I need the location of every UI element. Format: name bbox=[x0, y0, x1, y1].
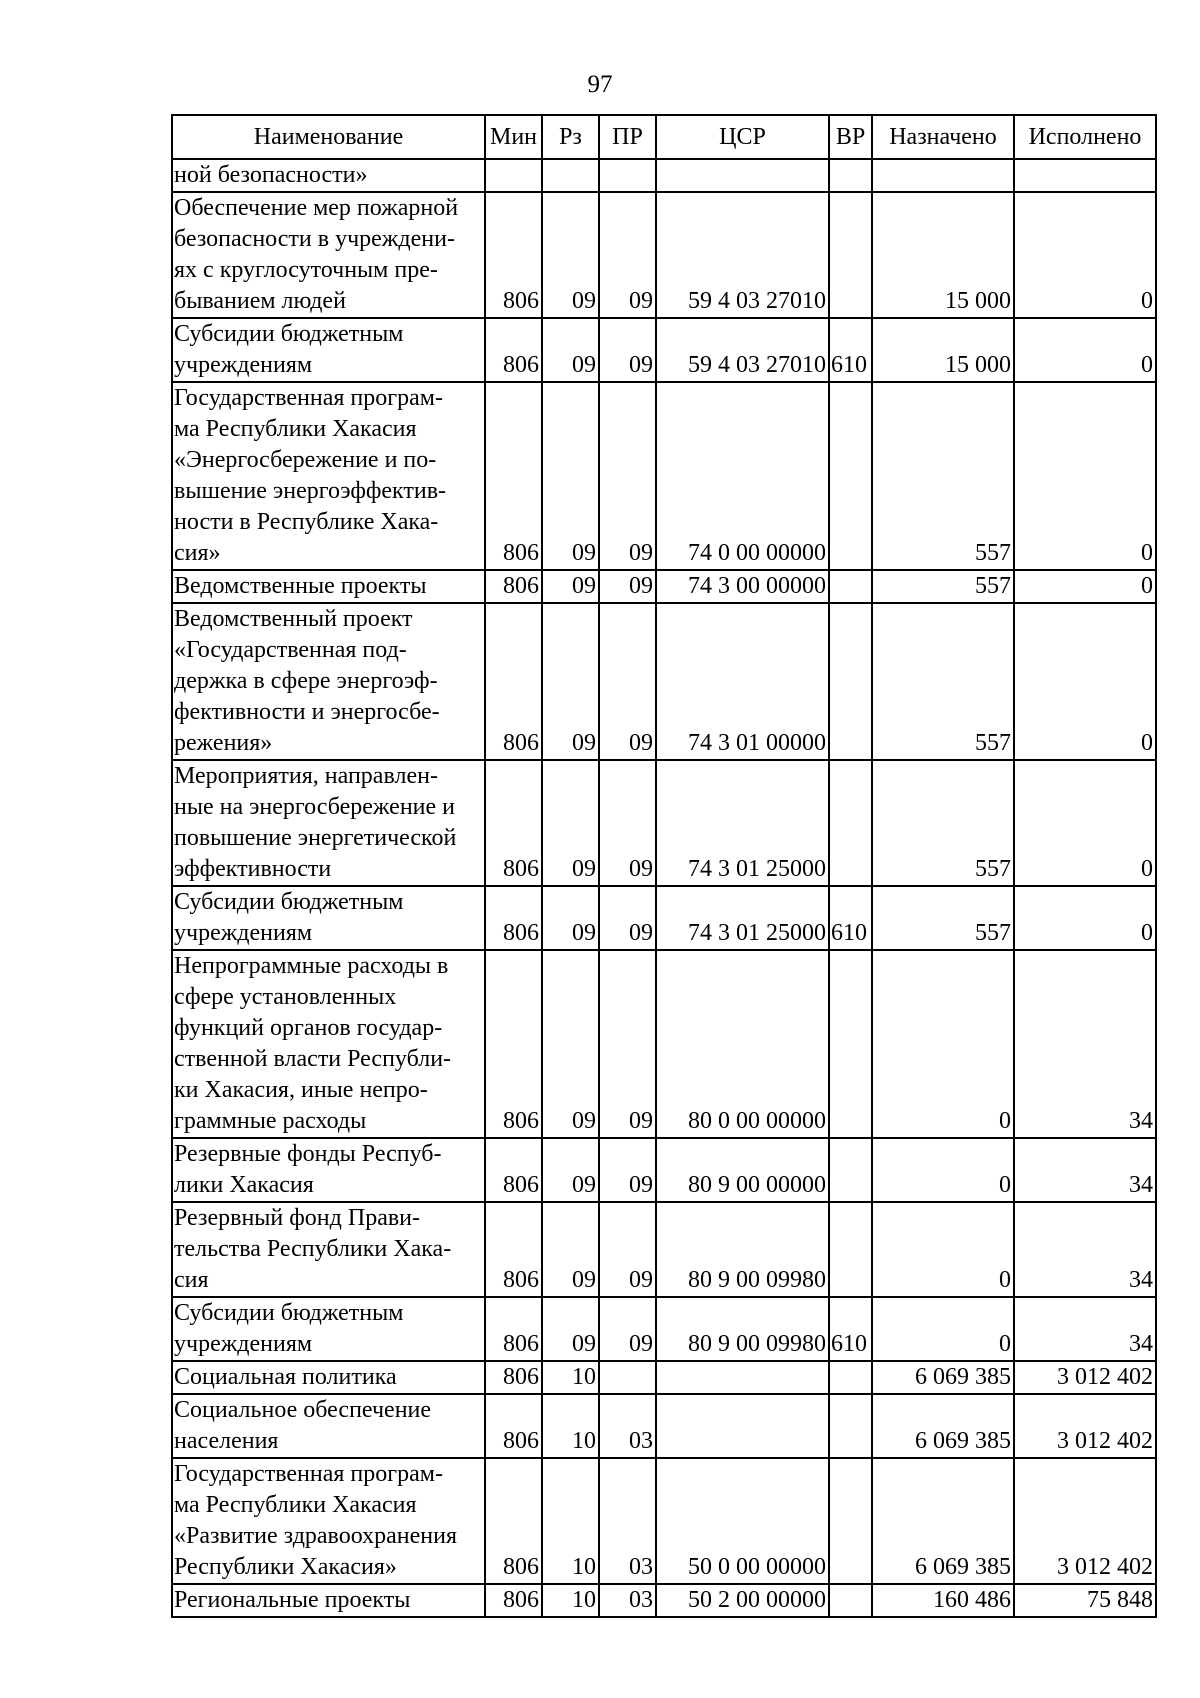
cell-min: 806 bbox=[485, 382, 542, 570]
cell-rz: 09 bbox=[542, 570, 599, 603]
header-min: Мин bbox=[485, 115, 542, 159]
cell-csr: 74 3 01 25000 bbox=[656, 760, 829, 886]
cell-min: 806 bbox=[485, 760, 542, 886]
cell-rz: 10 bbox=[542, 1394, 599, 1458]
cell-vr: 610 bbox=[829, 1297, 872, 1361]
cell-pr: 09 bbox=[599, 603, 656, 760]
cell-vr bbox=[829, 1138, 872, 1202]
table-row bbox=[172, 760, 1156, 886]
cell-executed: 0 bbox=[1014, 886, 1156, 950]
cell-pr: 09 bbox=[599, 318, 656, 382]
header-pr: ПР bbox=[599, 115, 656, 159]
cell-pr: 09 bbox=[599, 1202, 656, 1297]
header-rz: Рз bbox=[542, 115, 599, 159]
cell-assigned: 0 bbox=[872, 1138, 1014, 1202]
cell-vr bbox=[829, 760, 872, 886]
cell-executed: 34 bbox=[1014, 1202, 1156, 1297]
cell-rz: 10 bbox=[542, 1361, 599, 1394]
cell-pr: 09 bbox=[599, 886, 656, 950]
cell-vr bbox=[829, 1584, 872, 1617]
cell-pr: 03 bbox=[599, 1584, 656, 1617]
cell-csr: 74 3 01 00000 bbox=[656, 603, 829, 760]
cell-name: Резервный фонд Прави- тельства Республики Хака- сия bbox=[172, 1202, 485, 1297]
cell-min: 806 bbox=[485, 1297, 542, 1361]
cell-rz: 09 bbox=[542, 886, 599, 950]
cell-executed bbox=[1014, 159, 1156, 192]
table-row bbox=[172, 1394, 1156, 1458]
cell-name: Социальная политика bbox=[172, 1361, 485, 1394]
cell-pr: 09 bbox=[599, 760, 656, 886]
cell-vr bbox=[829, 1458, 872, 1584]
cell-vr bbox=[829, 159, 872, 192]
cell-executed: 34 bbox=[1014, 950, 1156, 1138]
table-row bbox=[172, 192, 1156, 318]
cell-assigned bbox=[872, 159, 1014, 192]
cell-csr: 80 9 00 09980 bbox=[656, 1297, 829, 1361]
cell-executed: 0 bbox=[1014, 760, 1156, 886]
table-row bbox=[172, 1202, 1156, 1297]
header-csr: ЦСР bbox=[656, 115, 829, 159]
cell-min: 806 bbox=[485, 886, 542, 950]
cell-name: Резервные фонды Респуб- лики Хакасия bbox=[172, 1138, 485, 1202]
cell-csr: 50 2 00 00000 bbox=[656, 1584, 829, 1617]
cell-rz: 09 bbox=[542, 1297, 599, 1361]
cell-assigned: 0 bbox=[872, 1202, 1014, 1297]
cell-name: Субсидии бюджетным учреждениям bbox=[172, 1297, 485, 1361]
cell-pr: 09 bbox=[599, 950, 656, 1138]
cell-assigned: 557 bbox=[872, 570, 1014, 603]
cell-rz: 09 bbox=[542, 318, 599, 382]
cell-pr: 09 bbox=[599, 1297, 656, 1361]
cell-assigned: 557 bbox=[872, 603, 1014, 760]
cell-csr bbox=[656, 159, 829, 192]
cell-pr bbox=[599, 1361, 656, 1394]
cell-executed: 34 bbox=[1014, 1297, 1156, 1361]
cell-executed: 75 848 bbox=[1014, 1584, 1156, 1617]
cell-rz bbox=[542, 159, 599, 192]
table-row bbox=[172, 570, 1156, 603]
cell-csr: 80 9 00 00000 bbox=[656, 1138, 829, 1202]
cell-name: Непрограммные расходы в сфере установленных функций органов государ- ственной власти Республи- ки Хакасия, иные непро- граммные расходы bbox=[172, 950, 485, 1138]
cell-name: ной безопасности» bbox=[172, 159, 485, 192]
header-name: Наименование bbox=[172, 115, 485, 159]
cell-pr: 03 bbox=[599, 1394, 656, 1458]
cell-vr bbox=[829, 950, 872, 1138]
cell-min: 806 bbox=[485, 1361, 542, 1394]
cell-name: Ведомственный проект «Государственная под- держка в сфере энергоэф- фективности и энергосбе- режения» bbox=[172, 603, 485, 760]
header-vr: ВР bbox=[829, 115, 872, 159]
table-row bbox=[172, 603, 1156, 760]
cell-rz: 09 bbox=[542, 382, 599, 570]
cell-pr: 09 bbox=[599, 382, 656, 570]
cell-name: Субсидии бюджетным учреждениям bbox=[172, 318, 485, 382]
cell-rz: 10 bbox=[542, 1584, 599, 1617]
cell-name: Мероприятия, направлен- ные на энергосбережение и повышение энергетической эффективности bbox=[172, 760, 485, 886]
table-row bbox=[172, 1297, 1156, 1361]
cell-csr: 74 0 00 00000 bbox=[656, 382, 829, 570]
cell-executed: 0 bbox=[1014, 318, 1156, 382]
cell-csr: 50 0 00 00000 bbox=[656, 1458, 829, 1584]
cell-csr bbox=[656, 1361, 829, 1394]
cell-assigned: 15 000 bbox=[872, 318, 1014, 382]
table-row bbox=[172, 886, 1156, 950]
cell-rz: 09 bbox=[542, 1138, 599, 1202]
cell-assigned: 557 bbox=[872, 886, 1014, 950]
table-row bbox=[172, 382, 1156, 570]
cell-rz: 09 bbox=[542, 603, 599, 760]
cell-name: Социальное обеспечение населения bbox=[172, 1394, 485, 1458]
table-row bbox=[172, 1458, 1156, 1584]
cell-name: Ведомственные проекты bbox=[172, 570, 485, 603]
cell-vr bbox=[829, 382, 872, 570]
cell-rz: 09 bbox=[542, 950, 599, 1138]
cell-csr: 59 4 03 27010 bbox=[656, 318, 829, 382]
cell-csr: 74 3 00 00000 bbox=[656, 570, 829, 603]
cell-name: Обеспечение мер пожарной безопасности в учреждени- ях с круглосуточным пре- быванием людей bbox=[172, 192, 485, 318]
cell-pr: 03 bbox=[599, 1458, 656, 1584]
cell-name: Государственная програм- ма Республики Хакасия «Энергосбережение и по- вышение энергоэффектив- ности в Республике Хака- сия» bbox=[172, 382, 485, 570]
cell-pr bbox=[599, 159, 656, 192]
cell-executed: 3 012 402 bbox=[1014, 1458, 1156, 1584]
cell-executed: 3 012 402 bbox=[1014, 1394, 1156, 1458]
cell-executed: 0 bbox=[1014, 570, 1156, 603]
cell-pr: 09 bbox=[599, 1138, 656, 1202]
cell-min: 806 bbox=[485, 192, 542, 318]
table-row bbox=[172, 1584, 1156, 1617]
cell-assigned: 0 bbox=[872, 1297, 1014, 1361]
cell-assigned: 6 069 385 bbox=[872, 1458, 1014, 1584]
table-row bbox=[172, 318, 1156, 382]
cell-assigned: 15 000 bbox=[872, 192, 1014, 318]
cell-assigned: 160 486 bbox=[872, 1584, 1014, 1617]
cell-vr bbox=[829, 1361, 872, 1394]
cell-pr: 09 bbox=[599, 192, 656, 318]
cell-assigned: 557 bbox=[872, 382, 1014, 570]
cell-vr bbox=[829, 570, 872, 603]
cell-vr: 610 bbox=[829, 886, 872, 950]
cell-min: 806 bbox=[485, 1138, 542, 1202]
cell-rz: 09 bbox=[542, 760, 599, 886]
cell-assigned: 0 bbox=[872, 950, 1014, 1138]
table-header-row bbox=[172, 115, 1156, 159]
cell-vr bbox=[829, 603, 872, 760]
cell-csr bbox=[656, 1394, 829, 1458]
table-row bbox=[172, 1138, 1156, 1202]
header-assigned: Назначено bbox=[872, 115, 1014, 159]
cell-rz: 09 bbox=[542, 192, 599, 318]
cell-min bbox=[485, 159, 542, 192]
cell-min: 806 bbox=[485, 1394, 542, 1458]
header-executed: Исполнено bbox=[1014, 115, 1156, 159]
cell-vr bbox=[829, 192, 872, 318]
cell-rz: 10 bbox=[542, 1458, 599, 1584]
cell-min: 806 bbox=[485, 318, 542, 382]
cell-name: Субсидии бюджетным учреждениям bbox=[172, 886, 485, 950]
cell-csr: 59 4 03 27010 bbox=[656, 192, 829, 318]
cell-assigned: 557 bbox=[872, 760, 1014, 886]
cell-assigned: 6 069 385 bbox=[872, 1361, 1014, 1394]
cell-min: 806 bbox=[485, 570, 542, 603]
cell-rz: 09 bbox=[542, 1202, 599, 1297]
table-row bbox=[172, 950, 1156, 1138]
cell-vr bbox=[829, 1394, 872, 1458]
cell-min: 806 bbox=[485, 950, 542, 1138]
cell-name: Региональные проекты bbox=[172, 1584, 485, 1617]
cell-csr: 80 9 00 09980 bbox=[656, 1202, 829, 1297]
cell-vr: 610 bbox=[829, 318, 872, 382]
cell-pr: 09 bbox=[599, 570, 656, 603]
cell-executed: 34 bbox=[1014, 1138, 1156, 1202]
cell-vr bbox=[829, 1202, 872, 1297]
cell-name: Государственная програм- ма Республики Хакасия «Развитие здравоохранения Республики Хакасия» bbox=[172, 1458, 485, 1584]
budget-table bbox=[171, 114, 1157, 1618]
cell-min: 806 bbox=[485, 1202, 542, 1297]
cell-executed: 0 bbox=[1014, 192, 1156, 318]
cell-min: 806 bbox=[485, 1458, 542, 1584]
table-row bbox=[172, 1361, 1156, 1394]
cell-csr: 80 0 00 00000 bbox=[656, 950, 829, 1138]
cell-executed: 3 012 402 bbox=[1014, 1361, 1156, 1394]
cell-csr: 74 3 01 25000 bbox=[656, 886, 829, 950]
cell-assigned: 6 069 385 bbox=[872, 1394, 1014, 1458]
cell-min: 806 bbox=[485, 603, 542, 760]
cell-min: 806 bbox=[485, 1584, 542, 1617]
table-row bbox=[172, 159, 1156, 192]
cell-executed: 0 bbox=[1014, 603, 1156, 760]
cell-executed: 0 bbox=[1014, 382, 1156, 570]
page-number: 97 bbox=[587, 71, 613, 98]
